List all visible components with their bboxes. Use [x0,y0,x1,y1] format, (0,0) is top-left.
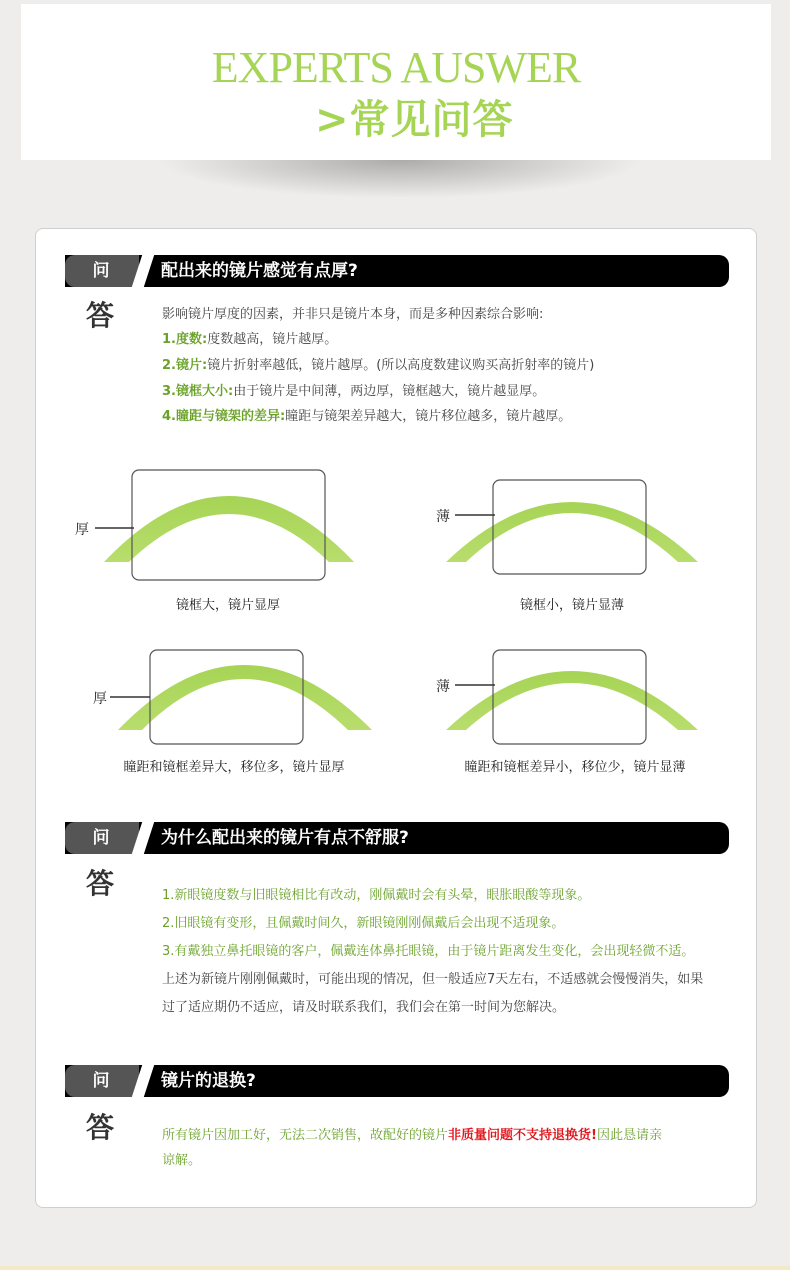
answer-intro: 影响镜片厚度的因素，并非只是镜片本身，而是多种因素综合影响: [162,307,544,322]
lens-diagram-small-shift [446,650,698,744]
question-text: 配出来的镜片感觉有点厚? [161,261,358,281]
question-label: 问 [92,261,110,281]
answer-item: 2.镜片:镜片折射率越低，镜片越厚。(所以高度数建议购买高折射率的镜片) [162,358,595,373]
answer-item: 1.度数:度数越高，镜片越厚。 [162,332,338,347]
return-policy-highlight: 非质量问题不支持退换货! [448,1128,597,1143]
answer-item: 4.瞳距与镜架的差异:瞳距与镜架差异越大，镜片移位越多，镜片越厚。 [162,409,572,424]
answer-line: 过了适应期仍不适应，请及时联系我们，我们会在第一时间为您解决。 [162,1000,566,1015]
header-title-cn: >常见问答 [315,97,514,143]
page-bottom-edge [0,1266,790,1270]
question-text: 为什么配出来的镜片有点不舒服? [161,828,409,848]
thick-label: 厚 [93,691,107,707]
lens-diagram-large-shift [110,650,372,744]
return-policy-line: 所有镜片因加工好，无法二次销售，故配好的镜片非质量问题不支持退换货!因此恳请亲 [162,1128,662,1143]
diagram-caption: 瞳距和镜框差异小，移位少，镜片显薄 [464,760,686,775]
answer-label: 答 [86,1111,115,1144]
answer-line: 上述为新镜片刚刚佩戴时，可能出现的情况，但一般适应7天左右，不适感就会慢慢消失，如果 [162,972,704,987]
answer-item: 3.镜框大小:由于镜片是中间薄，两边厚，镜框越大，镜片越显厚。 [162,384,546,399]
question-text: 镜片的退换? [161,1071,256,1091]
question-bar-2 [65,822,729,854]
thin-label: 薄 [436,509,450,525]
question-bar-3 [65,1065,729,1097]
answer-line: 1.新眼镜度数与旧眼镜相比有改动，刚佩戴时会有头晕，眼胀眼酸等现象。 [162,888,591,903]
header-title-en: EXPERTS AUSWER [211,43,581,92]
question-label: 问 [92,1071,110,1091]
answer-label: 答 [86,867,115,900]
thick-label: 厚 [75,522,89,538]
answer-line: 3.有戴独立鼻托眼镜的客户，佩戴连体鼻托眼镜，由于镜片距离发生变化，会出现轻微不适。 [162,944,695,959]
lens-diagram-small-frame [446,480,698,574]
answer-label: 答 [86,299,115,332]
diagram-caption: 镜框小，镜片显薄 [519,598,624,613]
thin-label: 薄 [436,679,450,695]
question-label: 问 [92,828,110,848]
diagram-caption: 瞳距和镜框差异大，移位多，镜片显厚 [123,760,345,775]
diagram-caption: 镜框大，镜片显厚 [175,598,280,613]
answer-line: 2.旧眼镜有变形，且佩戴时间久，新眼镜刚刚佩戴后会出现不适现象。 [162,916,565,931]
lens-diagram-large-frame [95,470,354,580]
return-policy-line: 谅解。 [162,1153,202,1168]
